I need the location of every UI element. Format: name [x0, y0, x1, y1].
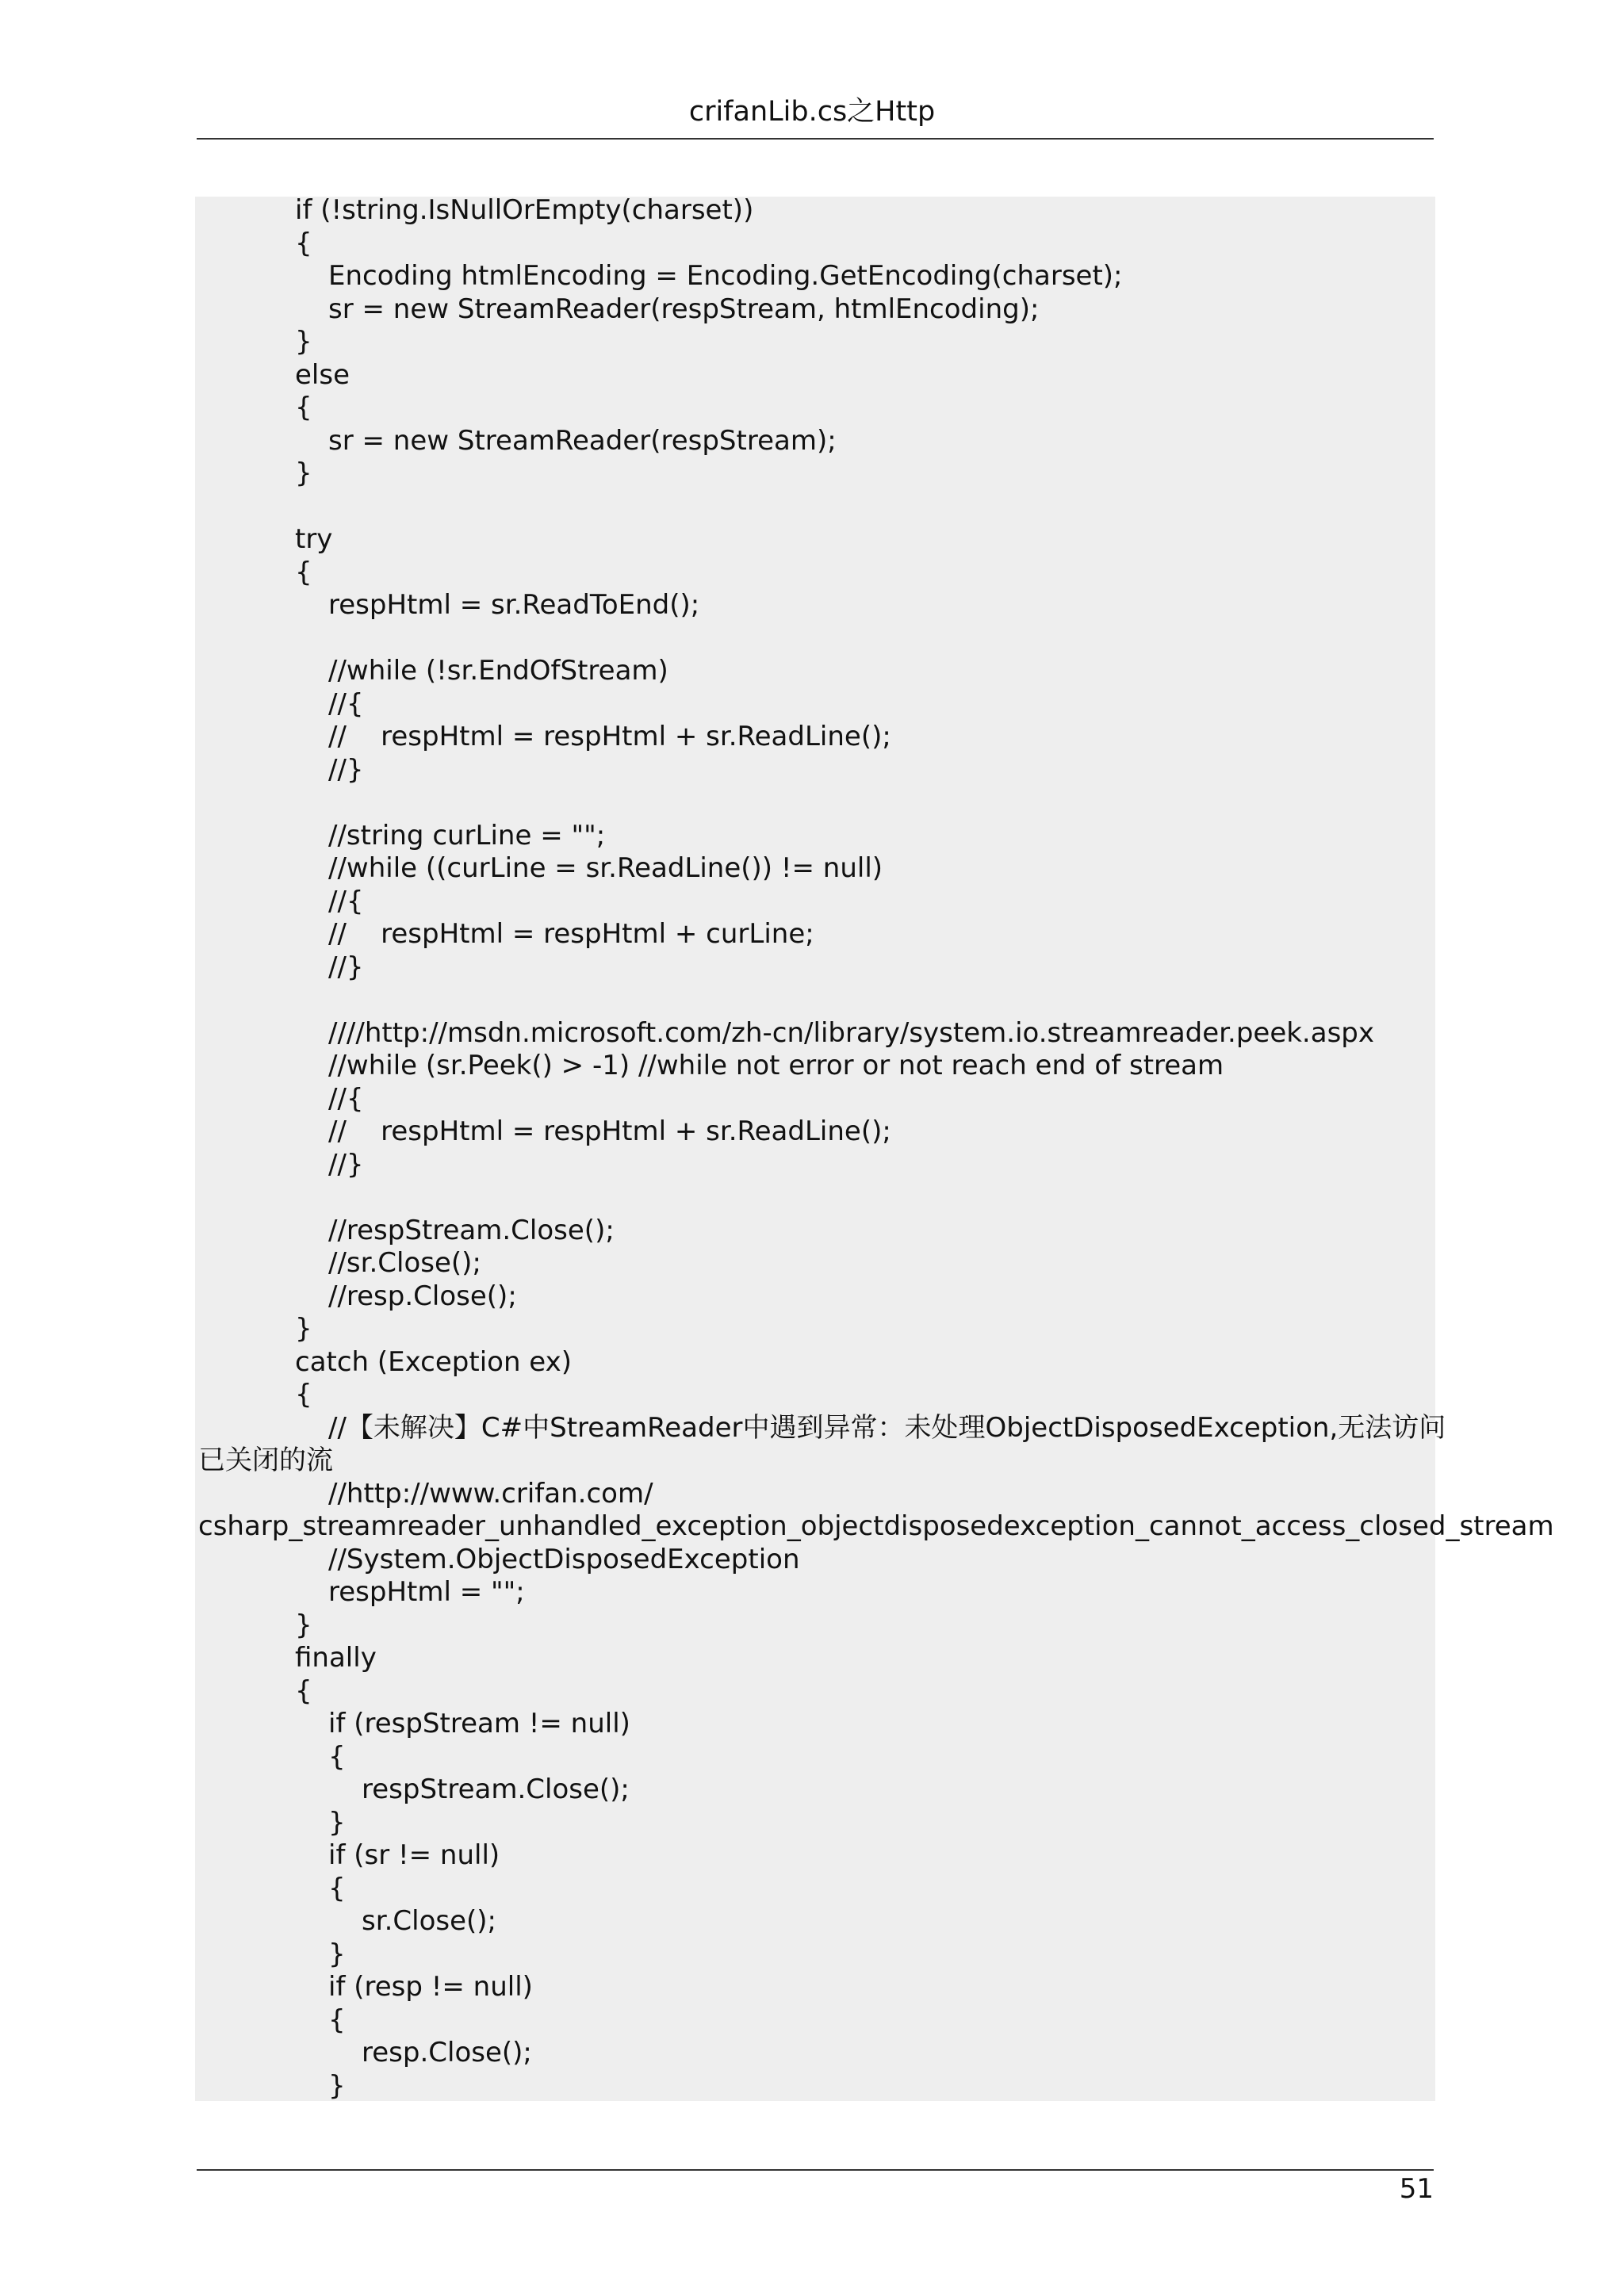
code-line: {: [295, 227, 312, 259]
code-line: if (sr != null): [328, 1839, 500, 1871]
code-line: [0, 622, 1624, 656]
code-line: if (respStream != null): [328, 1708, 630, 1739]
code-line: }: [295, 1313, 312, 1345]
code-line: if (resp != null): [328, 1971, 533, 2003]
code-line: }: [328, 2069, 346, 2102]
code-line: respStream.Close();: [362, 1774, 630, 1805]
code-line: {: [295, 1674, 312, 1707]
code-line: ////http://msdn.microsoft.com/zh-cn/library/system.io.streamreader.peek.aspx: [328, 1016, 1374, 1049]
footer-rule: [197, 2169, 1434, 2171]
code-line: }: [295, 457, 312, 489]
code-listing: [0, 194, 1624, 2103]
code-line: {: [295, 392, 312, 423]
code-line: {: [328, 2003, 346, 2036]
code-line: // respHtml = respHtml + curLine;: [328, 918, 814, 950]
code-line: //while (!sr.EndOfStream): [328, 655, 668, 687]
header-rule: [197, 138, 1434, 140]
code-line: [0, 1181, 1624, 1215]
code-line: // respHtml = respHtml + sr.ReadLine();: [328, 721, 891, 752]
page-number: 51: [1399, 2173, 1434, 2205]
code-line: //sr.Close();: [328, 1247, 481, 1279]
code-line: catch (Exception ex): [295, 1345, 573, 1378]
code-line: }: [328, 1938, 346, 1970]
code-line: [0, 491, 1624, 524]
code-line: //respStream.Close();: [328, 1214, 615, 1246]
code-line: }: [328, 1806, 346, 1839]
code-line: //string curLine = "";: [328, 819, 606, 851]
code-line: respHtml = "";: [328, 1576, 525, 1608]
code-line: //System.ObjectDisposedException: [328, 1543, 800, 1575]
code-line: else: [295, 358, 350, 391]
code-line: //resp.Close();: [328, 1280, 517, 1312]
code-line: // respHtml = respHtml + sr.ReadLine();: [328, 1115, 891, 1147]
code-line: //while ((curLine = sr.ReadLine()) != null): [328, 852, 883, 884]
code-line: resp.Close();: [362, 2037, 532, 2068]
code-line: //while (sr.Peek() > -1) //while not error or not reach end of stream: [328, 1050, 1224, 1081]
code-line: [0, 984, 1624, 1017]
code-line: Encoding htmlEncoding = Encoding.GetEncoding(charset);: [328, 260, 1123, 292]
code-line: 已关闭的流: [198, 1445, 333, 1476]
code-line: //{: [328, 687, 364, 720]
code-line: try: [295, 523, 333, 555]
code-line: sr.Close();: [362, 1905, 496, 1937]
code-line: finally: [295, 1642, 377, 1674]
code-line: if (!string.IsNullOrEmpty(charset)): [295, 194, 754, 226]
code-line: {: [328, 1872, 346, 1904]
code-line: //{: [328, 1082, 364, 1115]
code-line: respHtml = sr.ReadToEnd();: [328, 589, 700, 621]
code-line: //}: [328, 1148, 364, 1181]
running-header-title: crifanLib.cs之Http: [688, 96, 936, 128]
code-line: }: [295, 1609, 312, 1641]
code-line: //}: [328, 753, 364, 786]
code-line: //{: [328, 885, 364, 917]
code-line: {: [295, 556, 312, 588]
code-line: [0, 786, 1624, 820]
code-line: csharp_streamreader_unhandled_exception_objectdisposedexception_cannot_access_closed_stream: [198, 1510, 1554, 1542]
code-line: }: [295, 326, 312, 358]
code-line: //}: [328, 951, 364, 983]
code-line: sr = new StreamReader(respStream, htmlEncoding);: [328, 293, 1040, 325]
code-line: sr = new StreamReader(respStream);: [328, 424, 837, 457]
code-line: //http://www.crifan.com/: [328, 1477, 653, 1510]
code-line: {: [295, 1379, 312, 1410]
code-line: //【未解决】C#中StreamReader中遇到异常：未处理ObjectDisposedException,无法访问: [328, 1411, 1446, 1444]
code-line: {: [328, 1740, 346, 1773]
